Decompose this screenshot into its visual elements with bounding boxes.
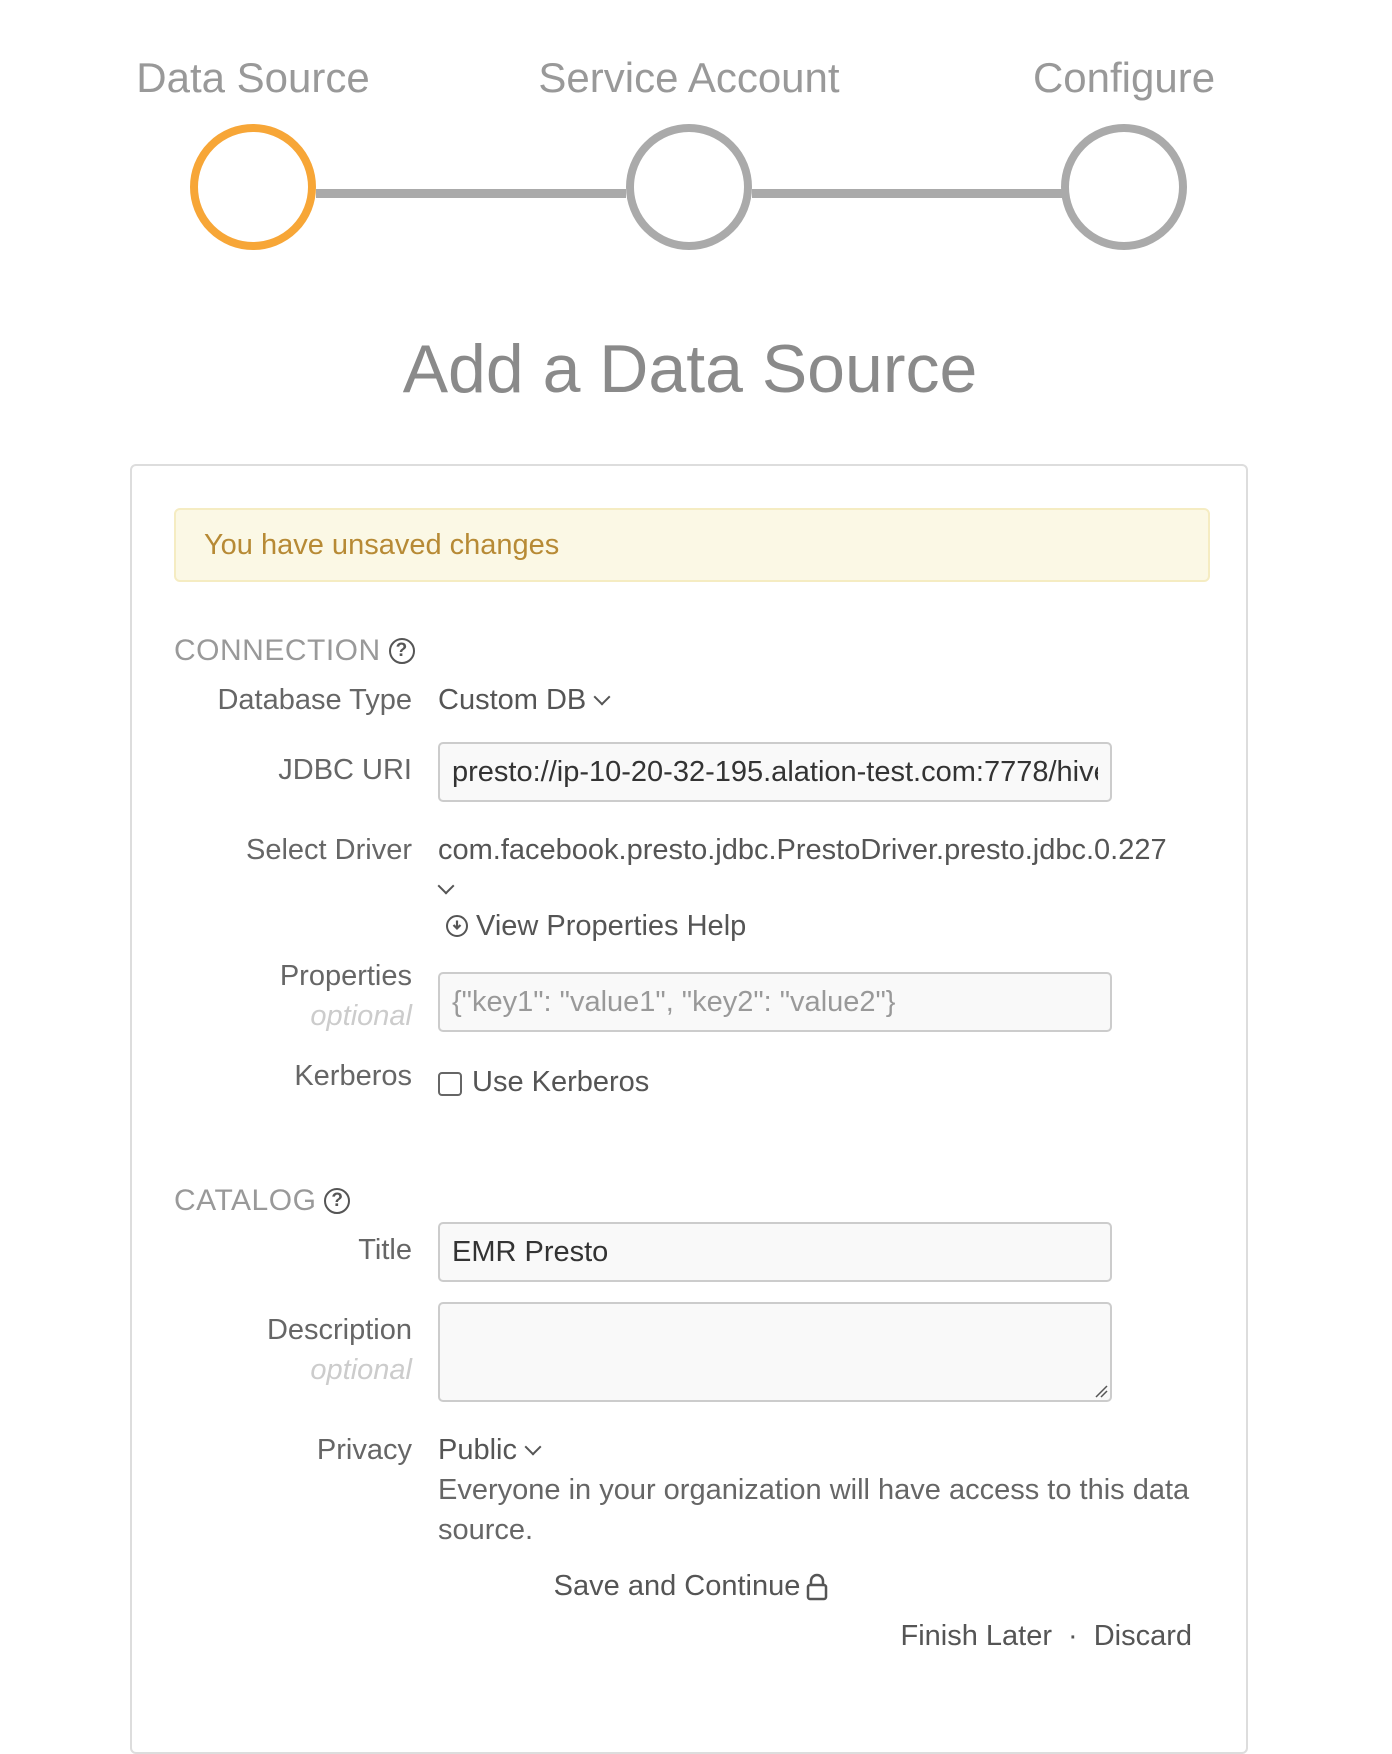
view-properties-help-label: View Properties Help bbox=[476, 910, 747, 942]
step-connector bbox=[316, 189, 626, 198]
finish-later-link[interactable]: Finish Later bbox=[900, 1620, 1053, 1652]
chevron-down-icon bbox=[594, 689, 611, 706]
chevron-down-icon bbox=[525, 1439, 542, 1456]
footer-links bbox=[901, 1620, 1193, 1653]
title-input[interactable] bbox=[438, 1222, 1112, 1282]
step-connector bbox=[752, 189, 1062, 198]
unsaved-changes-alert: You have unsaved changes bbox=[174, 508, 1210, 582]
progress-stepper bbox=[0, 0, 1392, 280]
save-and-continue-button[interactable] bbox=[132, 1570, 1250, 1603]
step-circle-data-source[interactable] bbox=[190, 124, 316, 250]
properties-label: Properties bbox=[279, 960, 412, 992]
description-optional-hint: optional bbox=[310, 1354, 412, 1386]
footer-separator: · bbox=[1068, 1620, 1078, 1652]
select-driver-dropdown[interactable] bbox=[438, 834, 1167, 906]
chevron-down-icon bbox=[438, 878, 455, 895]
privacy-label: Privacy bbox=[316, 1434, 412, 1466]
connection-section-title: CONNECTION bbox=[174, 634, 381, 667]
resize-grip-icon[interactable] bbox=[1094, 1384, 1108, 1398]
properties-optional-hint: optional bbox=[310, 1000, 412, 1032]
database-type-value: Custom DB bbox=[438, 684, 587, 716]
help-icon[interactable]: ? bbox=[389, 638, 415, 664]
database-type-dropdown[interactable] bbox=[438, 684, 608, 717]
database-type-label: Database Type bbox=[217, 684, 412, 716]
privacy-dropdown[interactable] bbox=[438, 1434, 539, 1467]
help-icon[interactable]: ? bbox=[324, 1188, 350, 1214]
page-title: Add a Data Source bbox=[402, 331, 978, 407]
step-circle-configure[interactable] bbox=[1061, 124, 1187, 250]
catalog-section-header bbox=[174, 1184, 350, 1218]
download-icon bbox=[446, 915, 468, 937]
privacy-value: Public bbox=[438, 1434, 517, 1466]
select-driver-value: com.facebook.presto.jdbc.PrestoDriver.presto.jdbc.0.227 bbox=[438, 834, 1167, 866]
data-source-form-card bbox=[130, 464, 1248, 1754]
step-label-data-source: Data Source bbox=[136, 54, 370, 101]
title-label: Title bbox=[358, 1234, 412, 1266]
description-label: Description bbox=[266, 1314, 412, 1346]
use-kerberos-label[interactable]: Use Kerberos bbox=[472, 1066, 650, 1098]
catalog-section-title: CATALOG bbox=[174, 1184, 317, 1217]
privacy-description: Everyone in your organization will have access to this data source. bbox=[438, 1474, 1190, 1546]
jdbc-uri-input[interactable] bbox=[438, 742, 1112, 802]
step-label-configure: Configure bbox=[1032, 54, 1216, 101]
discard-link[interactable]: Discard bbox=[1093, 1620, 1192, 1652]
select-driver-label: Select Driver bbox=[246, 834, 412, 866]
lock-icon bbox=[806, 1573, 828, 1601]
connection-section-header bbox=[174, 634, 415, 668]
description-textarea[interactable] bbox=[438, 1302, 1112, 1402]
view-properties-help-link[interactable] bbox=[446, 910, 746, 943]
use-kerberos-checkbox[interactable] bbox=[438, 1072, 462, 1096]
jdbc-uri-label: JDBC URI bbox=[278, 754, 412, 786]
save-and-continue-label: Save and Continue bbox=[553, 1570, 801, 1602]
kerberos-label: Kerberos bbox=[294, 1060, 412, 1092]
step-label-service-account: Service Account bbox=[538, 54, 840, 101]
properties-input[interactable] bbox=[438, 972, 1112, 1032]
step-circle-service-account[interactable] bbox=[626, 124, 752, 250]
